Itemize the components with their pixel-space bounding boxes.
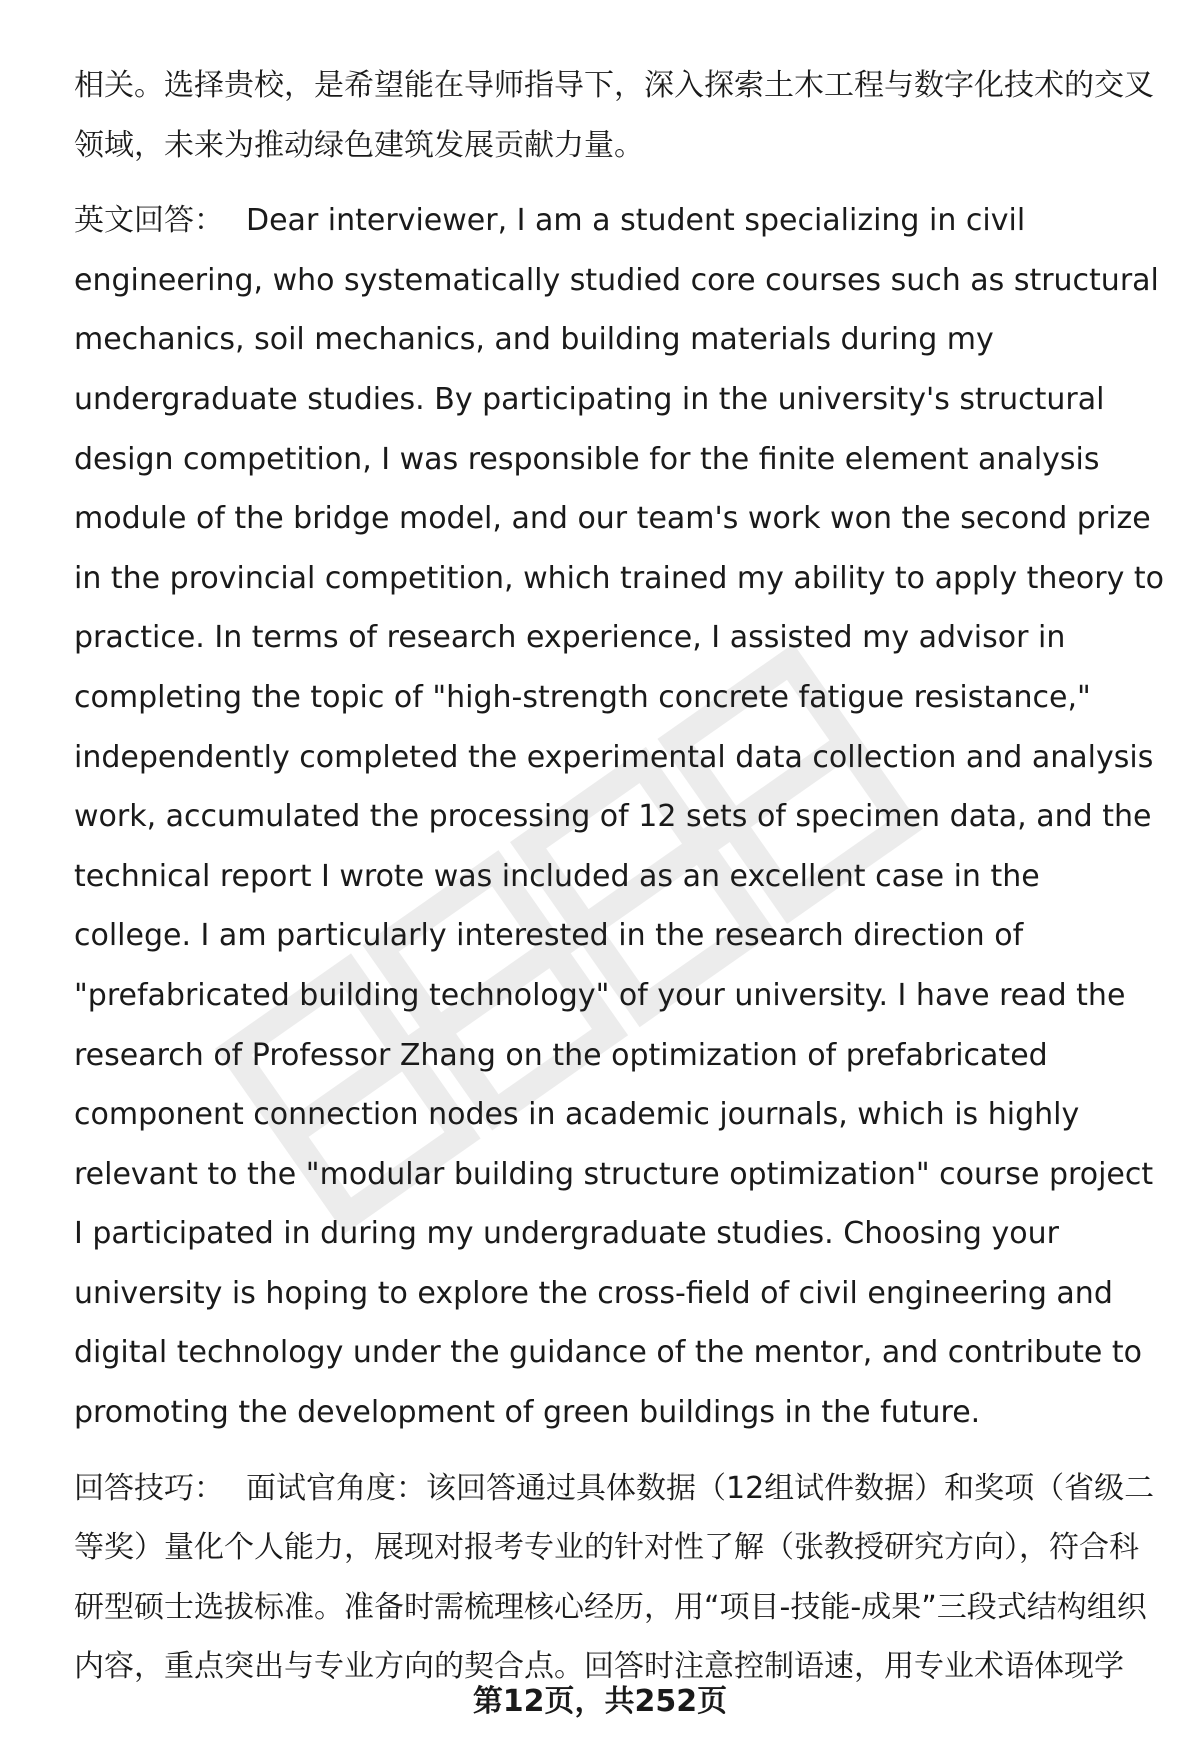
- document-content: [74, 56, 1164, 1697]
- page-number: 第12页，共252页: [472, 1684, 728, 1719]
- paragraph-text: 相关。选择贵校，是希望能在导师指导下，深入探索土木工程与数字化技术的交叉领域，未来为推动绿色建筑发展贡献力量。: [74, 68, 1154, 163]
- english-answer-label: 英文回答：: [74, 203, 224, 239]
- paragraph-chinese-answer-end: [74, 56, 1164, 175]
- answer-tips-label: 回答技巧：: [74, 1470, 224, 1506]
- paragraph-english-answer: [74, 191, 1164, 1442]
- english-answer-text: Dear interviewer, I am a student specializing in civil engineering, who systematically studied core courses such as structural mechanics, soil mechanics, and building materials during my undergraduate studies. By participating in the university's structural design competition, I was responsible for the finite element analysis module of the bridge model, and our team's work won the second prize in the provincial competition, which trained my ability to apply theory to practice. In terms of research experience, I assisted my advisor in completing the topic of "high-strength concrete fatigue resistance," independently completed the experimental data collection and analysis work, accumulated the processing of 12 sets of specimen data, and the technical report I wrote was included as an excellent case in the college. I am particularly interested in the research direction of "prefabricated building technology" of your university. I have read the research of Professor Zhang on the optimization of prefabricated component connection nodes in academic journals, which is highly relevant to the "modular building structure optimization" course project I participated in during my undergraduate studies. Choosing your university is hoping to explore the cross-field of civil engineering and digital technology under the guidance of the mentor, and contribute to promoting the development of green buildings in the future.: [74, 203, 1164, 1431]
- answer-tips-text: 面试官角度：该回答通过具体数据（12组试件数据）和奖项（省级二等奖）量化个人能力，展现对报考专业的针对性了解（张教授研究方向），符合科研型硕士选拔标准。准备时需梳理核心经历，用“项目-技能-成果”三段式结构组织内容，重点突出与专业方向的契合点。回答时注意控制语速，用专业术语体现学: [74, 1470, 1155, 1685]
- paragraph-answer-tips: [74, 1459, 1164, 1697]
